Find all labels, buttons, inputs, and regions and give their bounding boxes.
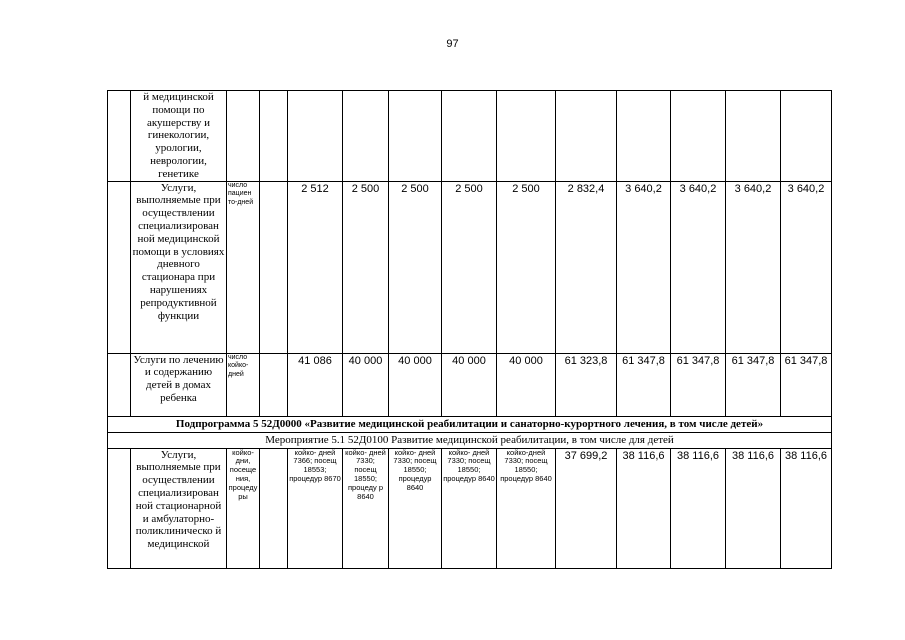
value-cell: 38 116,6 (671, 448, 726, 568)
value-cell: 2 500 (343, 181, 389, 353)
table-row (108, 181, 832, 353)
table-row (108, 448, 832, 568)
empty-cell (343, 91, 389, 182)
empty-cell (108, 91, 131, 182)
value-cell: 38 116,6 (781, 448, 832, 568)
empty-cell (781, 91, 832, 182)
value-cell: 2 512 (288, 181, 343, 353)
unit-cell: число койко- дней (227, 353, 260, 416)
value-cell: 40 000 (389, 353, 442, 416)
subprogram-heading: Подпрограмма 5 52Д0000 «Развитие медицинской реабилитации и санаторно-курортного лечения, в том числе детей» (108, 416, 832, 432)
empty-cell (617, 91, 671, 182)
service-name: Услуги, выполняемые при осуществлении специализирован ной медицинской помощи в условиях дневного стационара при нарушениях репродуктивной функции (131, 181, 227, 353)
value-cell: 3 640,2 (726, 181, 781, 353)
budget-table (107, 90, 832, 569)
empty-cell (108, 353, 131, 416)
volume-cell: койко- дней 7330; посещ 18550; процеду р 8640 (343, 448, 389, 568)
value-cell: 40 000 (497, 353, 556, 416)
empty-cell (726, 91, 781, 182)
empty-cell (260, 448, 288, 568)
empty-cell (108, 448, 131, 568)
value-cell: 2 500 (389, 181, 442, 353)
service-name: Услуги, выполняемые при осуществлении специализирован ной стационарной и амбулаторно- поликлиническо й медицинской (131, 448, 227, 568)
value-cell: 61 347,8 (781, 353, 832, 416)
value-cell: 38 116,6 (617, 448, 671, 568)
table-row (108, 353, 832, 416)
empty-cell (288, 91, 343, 182)
value-cell: 40 000 (343, 353, 389, 416)
value-cell: 61 323,8 (556, 353, 617, 416)
value-cell: 3 640,2 (781, 181, 832, 353)
empty-cell (227, 91, 260, 182)
empty-cell (260, 91, 288, 182)
empty-cell (260, 353, 288, 416)
value-cell: 3 640,2 (617, 181, 671, 353)
value-cell: 2 500 (442, 181, 497, 353)
value-cell: 61 347,8 (726, 353, 781, 416)
empty-cell (671, 91, 726, 182)
value-cell: 61 347,8 (671, 353, 726, 416)
volume-cell: койко-дней 7330; посещ 18550; процедур 8640 (497, 448, 556, 568)
empty-cell (442, 91, 497, 182)
value-cell: 38 116,6 (726, 448, 781, 568)
volume-cell: койко- дней 7330; посещ 18550; процедур 8640 (389, 448, 442, 568)
empty-cell (556, 91, 617, 182)
service-name: й медицинской помощи по акушерству и гинекологии, урологии, неврологии, генетике (131, 91, 227, 182)
empty-cell (497, 91, 556, 182)
table-row (108, 91, 832, 182)
volume-cell: койко- дней 7366; посещ 18553; процедур 8670 (288, 448, 343, 568)
unit-cell: койко- дни, посеще ния, процеду ры (227, 448, 260, 568)
unit-cell: число пациен то-дней (227, 181, 260, 353)
value-cell: 40 000 (442, 353, 497, 416)
value-cell: 3 640,2 (671, 181, 726, 353)
service-name: Услуги по лечению и содержанию детей в домах ребенка (131, 353, 227, 416)
empty-cell (389, 91, 442, 182)
page-number: 97 (446, 38, 459, 50)
value-cell: 37 699,2 (556, 448, 617, 568)
volume-cell: койко- дней 7330; посещ 18550; процедур 8640 (442, 448, 497, 568)
empty-cell (108, 181, 131, 353)
table-row (108, 432, 832, 448)
value-cell: 61 347,8 (617, 353, 671, 416)
table-row (108, 416, 832, 432)
value-cell: 2 832,4 (556, 181, 617, 353)
value-cell: 41 086 (288, 353, 343, 416)
value-cell: 2 500 (497, 181, 556, 353)
empty-cell (260, 181, 288, 353)
measure-heading: Мероприятие 5.1 52Д0100 Развитие медицинской реабилитации, в том числе для детей (108, 432, 832, 448)
